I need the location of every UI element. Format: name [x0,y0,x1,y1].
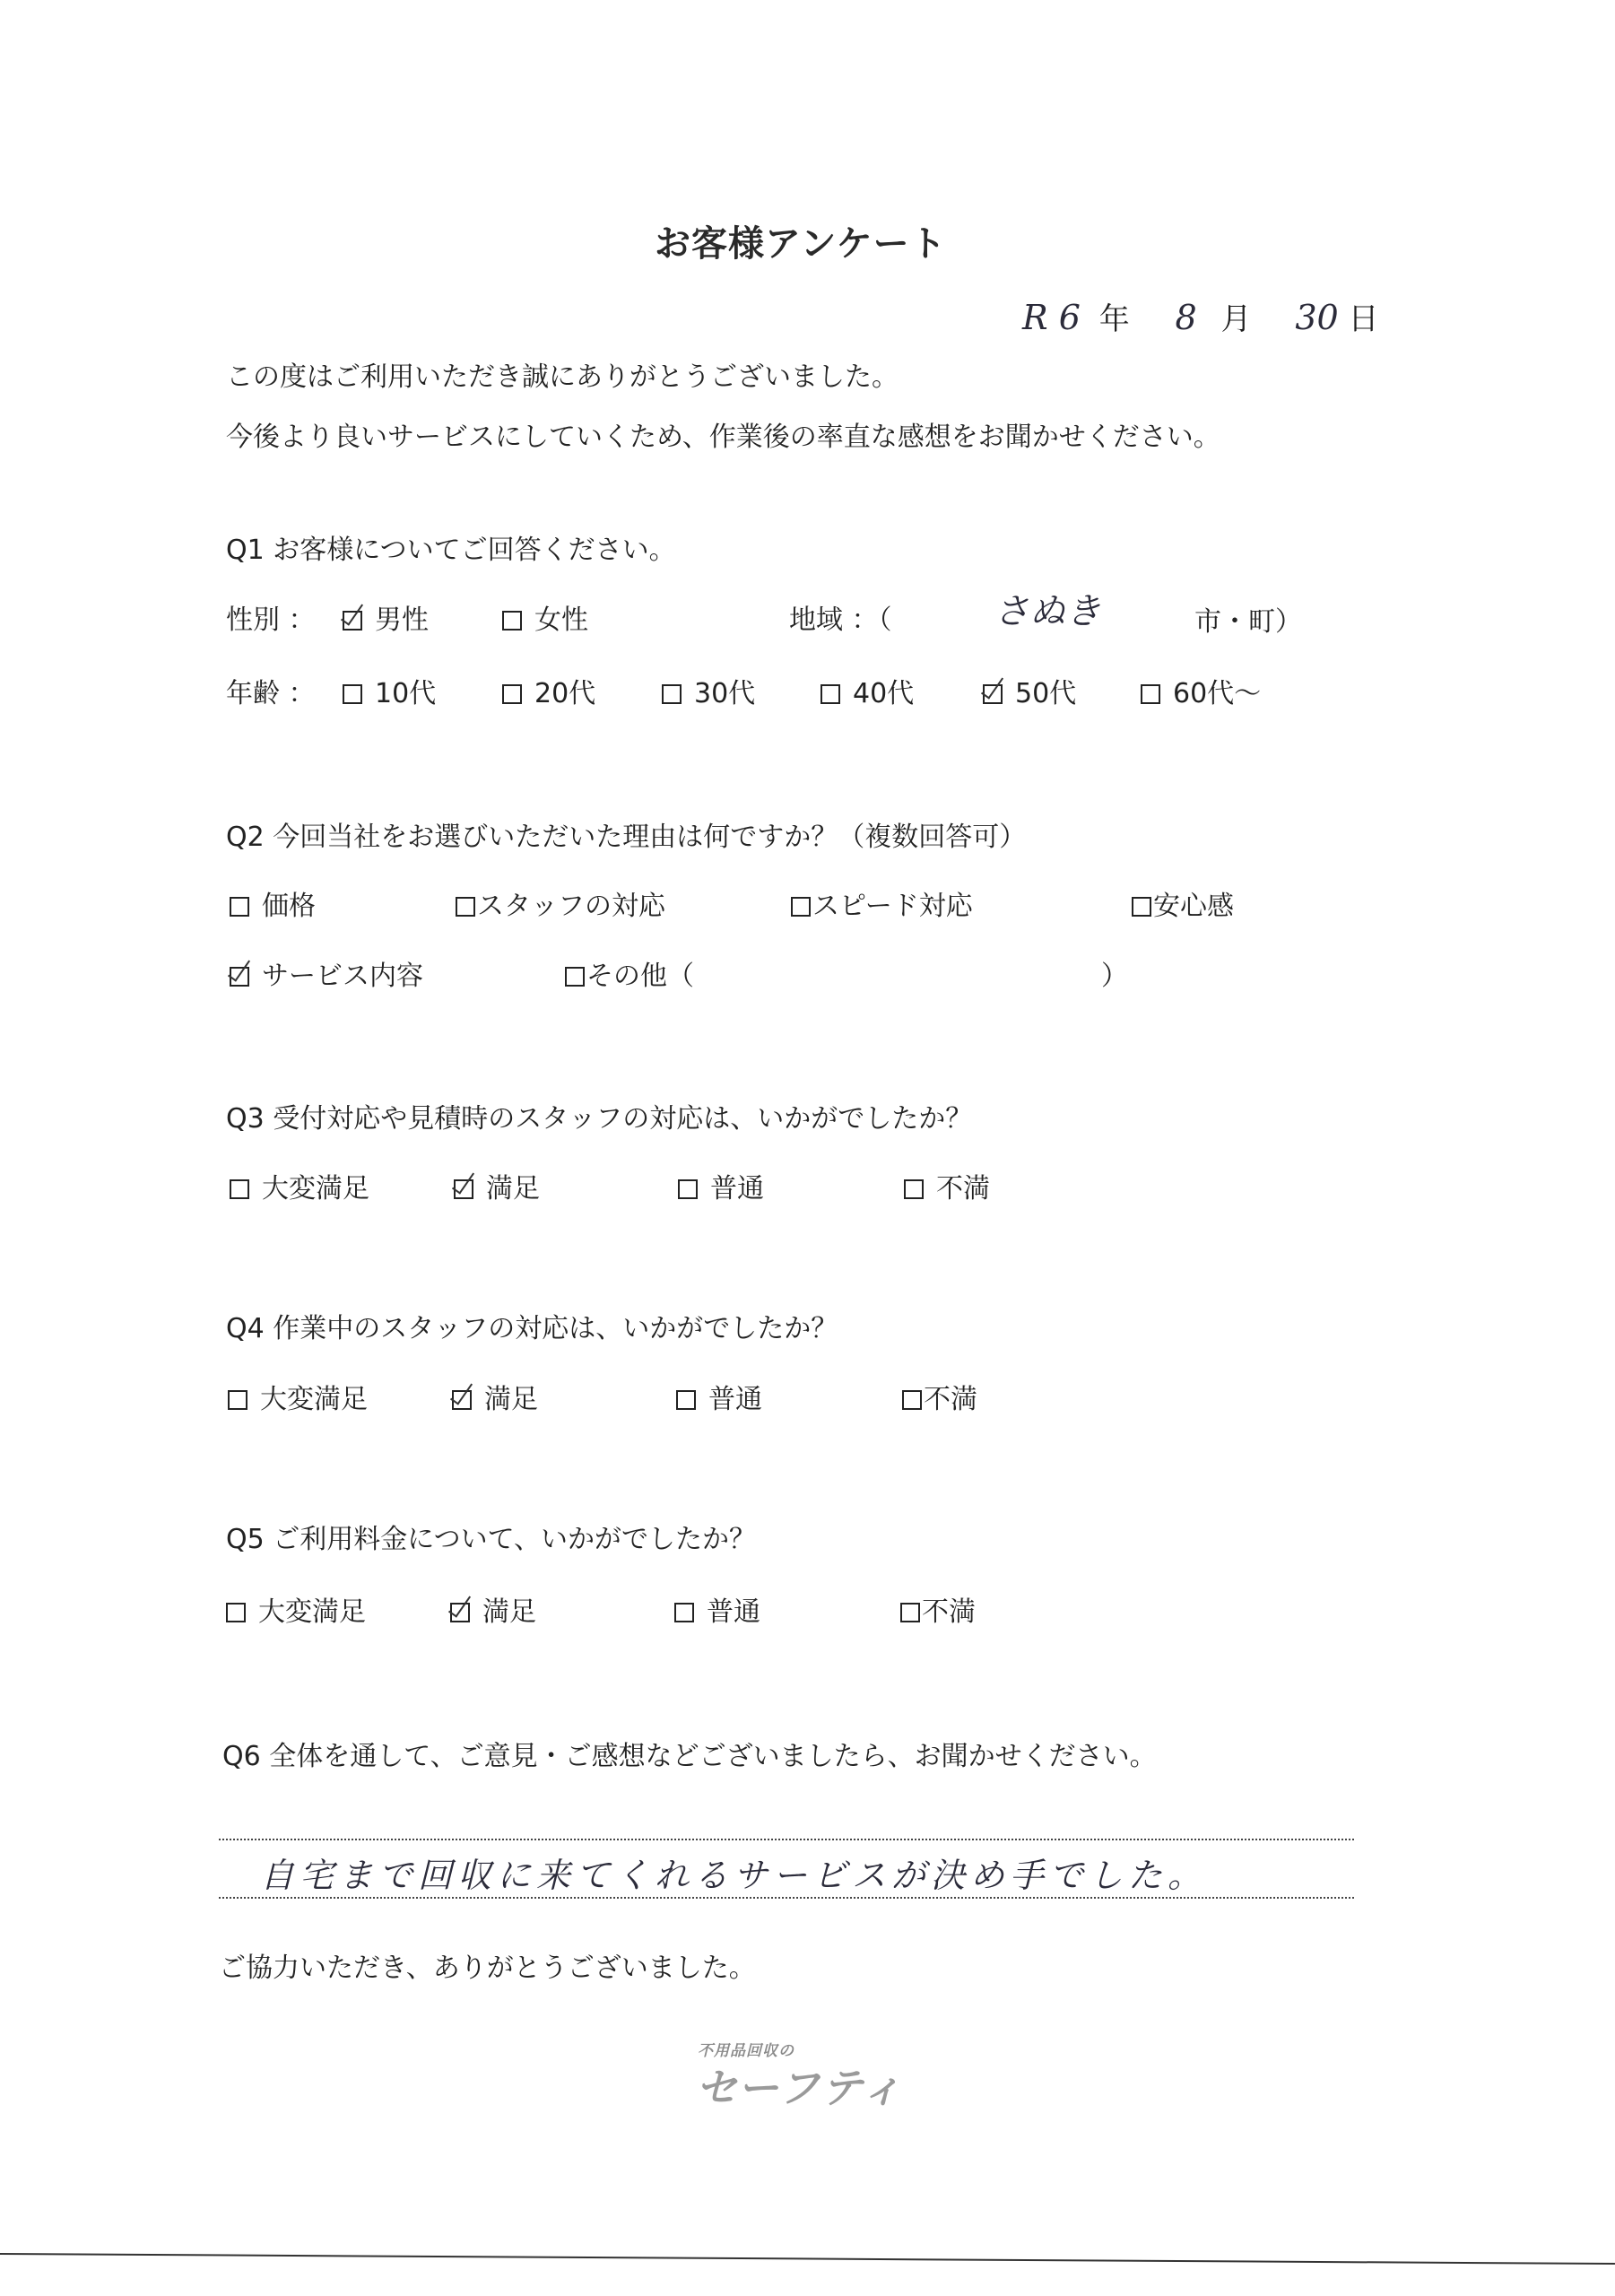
logo-tagline: 不用品回収の [698,2042,794,2060]
checkbox[interactable] [674,1603,694,1622]
checkbox[interactable] [502,611,522,631]
checkbox[interactable] [902,1390,922,1410]
q1-question: Q1 お客様についてご回答ください。 [226,535,676,566]
q5-option-average[interactable]: 普通 [674,1589,760,1629]
checkbox[interactable] [230,897,249,917]
checkbox[interactable] [343,684,362,704]
q2-option-speed[interactable]: スピード対応 [791,883,973,923]
q4-option-average[interactable]: 普通 [676,1377,762,1416]
checkbox-checked[interactable] [454,1179,473,1199]
gender-label: 性別 ： [226,604,316,636]
checkbox[interactable] [226,1603,246,1622]
page-bottom-edge [0,2253,1615,2265]
age-option-10s[interactable]: 10代 [343,671,436,710]
q2-option-other[interactable]: その他（ [565,953,694,993]
checkbox[interactable] [502,684,522,704]
date-day-label: 日 [1348,301,1379,337]
q4-question: Q4 作業中のスタッフの対応は、いかがでしたか？ [226,1313,838,1344]
checkbox[interactable] [821,684,840,704]
answer-line-top [219,1839,1354,1840]
q4-option-satisfied[interactable]: 満足 [452,1377,538,1416]
date-day: 30 [1295,298,1339,337]
q2-option-service[interactable]: サービス内容 [230,953,423,993]
checkbox-checked[interactable] [343,611,362,631]
q6-answer[interactable]: 自宅まで回収に来てくれるサービスが決め手でした。 [260,1856,1208,1895]
q3-option-satisfied[interactable]: 満足 [454,1166,540,1205]
age-option-40s[interactable]: 40代 [821,671,914,710]
closing-message: ご協力いただき、ありがとうございました。 [219,1952,756,1984]
intro-line-2: 今後より良いサービスにしていくため、作業後の率直な感想をお聞かせください。 [226,422,1220,453]
q2-option-price[interactable]: 価格 [230,883,316,923]
date-field [1022,294,1378,338]
answer-line-bottom [219,1897,1354,1899]
q3-option-dissatisfied[interactable]: 不満 [904,1166,990,1205]
checkbox[interactable] [1132,897,1151,917]
checkbox[interactable] [676,1390,696,1410]
checkbox[interactable] [791,897,811,917]
checkbox-checked[interactable] [230,967,249,987]
region-label: 地域 ：（ [789,604,892,636]
checkbox[interactable] [565,967,585,987]
age-option-50s[interactable]: 50代 [983,671,1076,710]
checkbox[interactable] [228,1390,247,1410]
q2-option-staff[interactable]: スタッフの対応 [456,883,665,923]
q5-option-dissatisfied[interactable]: 不満 [900,1589,976,1629]
checkbox[interactable] [1141,684,1160,704]
age-option-60s-plus[interactable]: 60代～ [1141,671,1261,710]
checkbox-checked[interactable] [983,684,1003,704]
checkbox[interactable] [904,1179,924,1199]
checkbox[interactable] [678,1179,698,1199]
checkbox-checked[interactable] [450,1603,470,1622]
page-title: お客様アンケート [655,223,947,265]
q3-option-very-satisfied[interactable]: 大変満足 [230,1166,369,1205]
gender-option-male[interactable]: 男性 [343,597,429,637]
age-label: 年齢 ： [226,678,316,709]
q2-option-peace-of-mind[interactable]: 安心感 [1132,883,1234,923]
gender-option-female[interactable]: 女性 [502,597,588,637]
checkbox[interactable] [456,897,475,917]
age-option-20s[interactable]: 20代 [502,671,595,710]
region-suffix: 市・町） [1194,606,1302,638]
q5-option-satisfied[interactable]: 満足 [450,1589,536,1629]
q2-other-close-paren: ） [1101,961,1128,992]
q5-option-very-satisfied[interactable]: 大変満足 [226,1589,366,1629]
age-option-30s[interactable]: 30代 [662,671,755,710]
checkbox[interactable] [900,1603,920,1622]
q5-question: Q5 ご利用料金について、いかがでしたか？ [226,1524,757,1555]
checkbox[interactable] [662,684,682,704]
checkbox-checked[interactable] [452,1390,472,1410]
date-month: 8 [1175,298,1197,337]
q2-question: Q2 今回当社をお選びいただいた理由は何ですか？（複数回答可） [226,822,1027,853]
region-value[interactable]: さぬき [994,591,1101,632]
date-month-label: 月 [1220,301,1252,337]
intro-line-1: この度はご利用いただき誠にありがとうございました。 [226,361,899,393]
q4-option-dissatisfied[interactable]: 不満 [902,1377,977,1416]
q3-option-average[interactable]: 普通 [678,1166,764,1205]
q4-option-very-satisfied[interactable]: 大変満足 [228,1377,368,1416]
date-year-label: 年 [1098,301,1130,337]
q3-question: Q3 受付対応や見積時のスタッフの対応は、いかがでしたか？ [226,1103,973,1135]
checkbox[interactable] [230,1179,249,1199]
q6-question: Q6 全体を通して、ご意見・ご感想などございましたら、お聞かせください。 [222,1741,1157,1772]
date-era-year: R 6 [1022,298,1081,337]
company-logo: セーフティ [696,2064,905,2112]
